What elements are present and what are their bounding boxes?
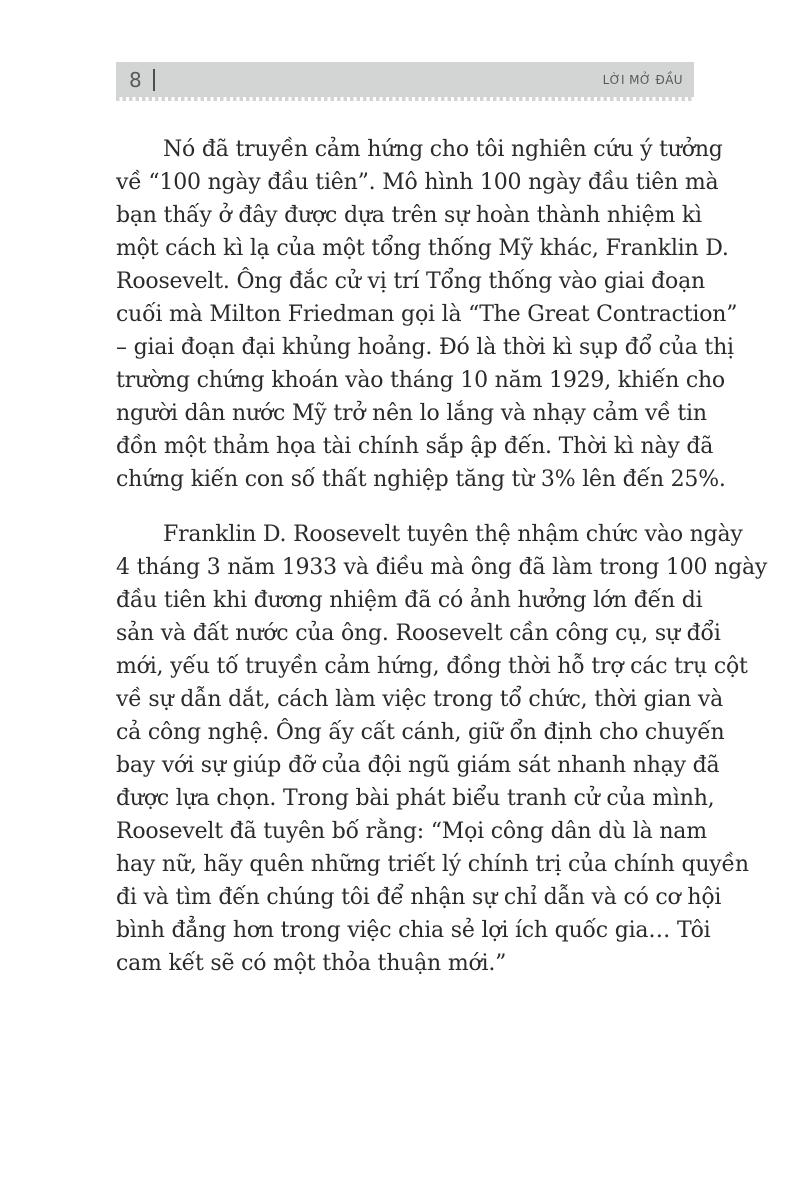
page-header (116, 62, 694, 101)
text-line: Roosevelt đã tuyên bố rằng: “Mọi công dân dù là nam (116, 819, 707, 844)
header-divider (153, 69, 155, 91)
text-line: bay với sự giúp đỡ của đội ngũ giám sát nhanh nhạy đã (116, 753, 720, 778)
text-line: Roosevelt. Ông đắc cử vị trí Tổng thống vào giai đoạn (116, 269, 705, 294)
text-line: cả công nghệ. Ông ấy cất cánh, giữ ổn định cho chuyến (116, 720, 725, 745)
text-line: bình đẳng hơn trong việc chia sẻ lợi ích quốc gia… Tôi (116, 918, 711, 943)
text-line: 4 tháng 3 năm 1933 và điều mà ông đã làm trong 100 ngày (116, 555, 768, 580)
text-line: sản và đất nước của ông. Roosevelt cần công cụ, sự đổi (116, 621, 721, 646)
text-line: người dân nước Mỹ trở nên lo lắng và nhạy cảm về tin (116, 401, 707, 426)
section-title: LỜI MỞ ĐẦU (602, 72, 683, 87)
paragraph-2 (116, 518, 768, 980)
text-line: Franklin D. Roosevelt tuyên thệ nhậm chức vào ngày (163, 522, 743, 547)
text-line: được lựa chọn. Trong bài phát biểu tranh cử của mình, (116, 786, 715, 811)
text-line: đi và tìm đến chúng tôi để nhận sự chỉ dẫn và có cơ hội (116, 885, 722, 910)
text-line: – giai đoạn đại khủng hoảng. Đó là thời kì sụp đổ của thị (116, 335, 734, 360)
paragraph-1 (116, 133, 738, 496)
text-line: hay nữ, hãy quên những triết lý chính trị của chính quyền (116, 852, 749, 877)
text-line: cuối mà Milton Friedman gọi là “The Great Contraction” (116, 302, 738, 327)
text-line: về “100 ngày đầu tiên”. Mô hình 100 ngày đầu tiên mà (116, 170, 719, 195)
perforated-edge (116, 97, 694, 101)
text-line: một cách kì lạ của một tổng thống Mỹ khác, Franklin D. (116, 236, 729, 261)
text-line: đồn một thảm họa tài chính sắp ập đến. Thời kì này đã (116, 434, 714, 459)
page-body-text (116, 133, 768, 980)
text-line: đầu tiên khi đương nhiệm đã có ảnh hưởng lớn đến di (116, 588, 703, 613)
text-line: Nó đã truyền cảm hứng cho tôi nghiên cứu ý tưởng (163, 137, 723, 162)
text-line: về sự dẫn dắt, cách làm việc trong tổ chức, thời gian và (116, 687, 724, 712)
text-line: bạn thấy ở đây được dựa trên sự hoàn thành nhiệm kì (116, 203, 702, 228)
text-line: chứng kiến con số thất nghiệp tăng từ 3% lên đến 25%. (116, 467, 726, 492)
text-line: mới, yếu tố truyền cảm hứng, đồng thời hỗ trợ các trụ cột (116, 654, 748, 679)
header-bar (116, 62, 694, 97)
text-line: cam kết sẽ có một thỏa thuận mới.” (116, 951, 507, 976)
page-number: 8 (129, 67, 142, 92)
text-line: trường chứng khoán vào tháng 10 năm 1929, khiến cho (116, 368, 725, 393)
